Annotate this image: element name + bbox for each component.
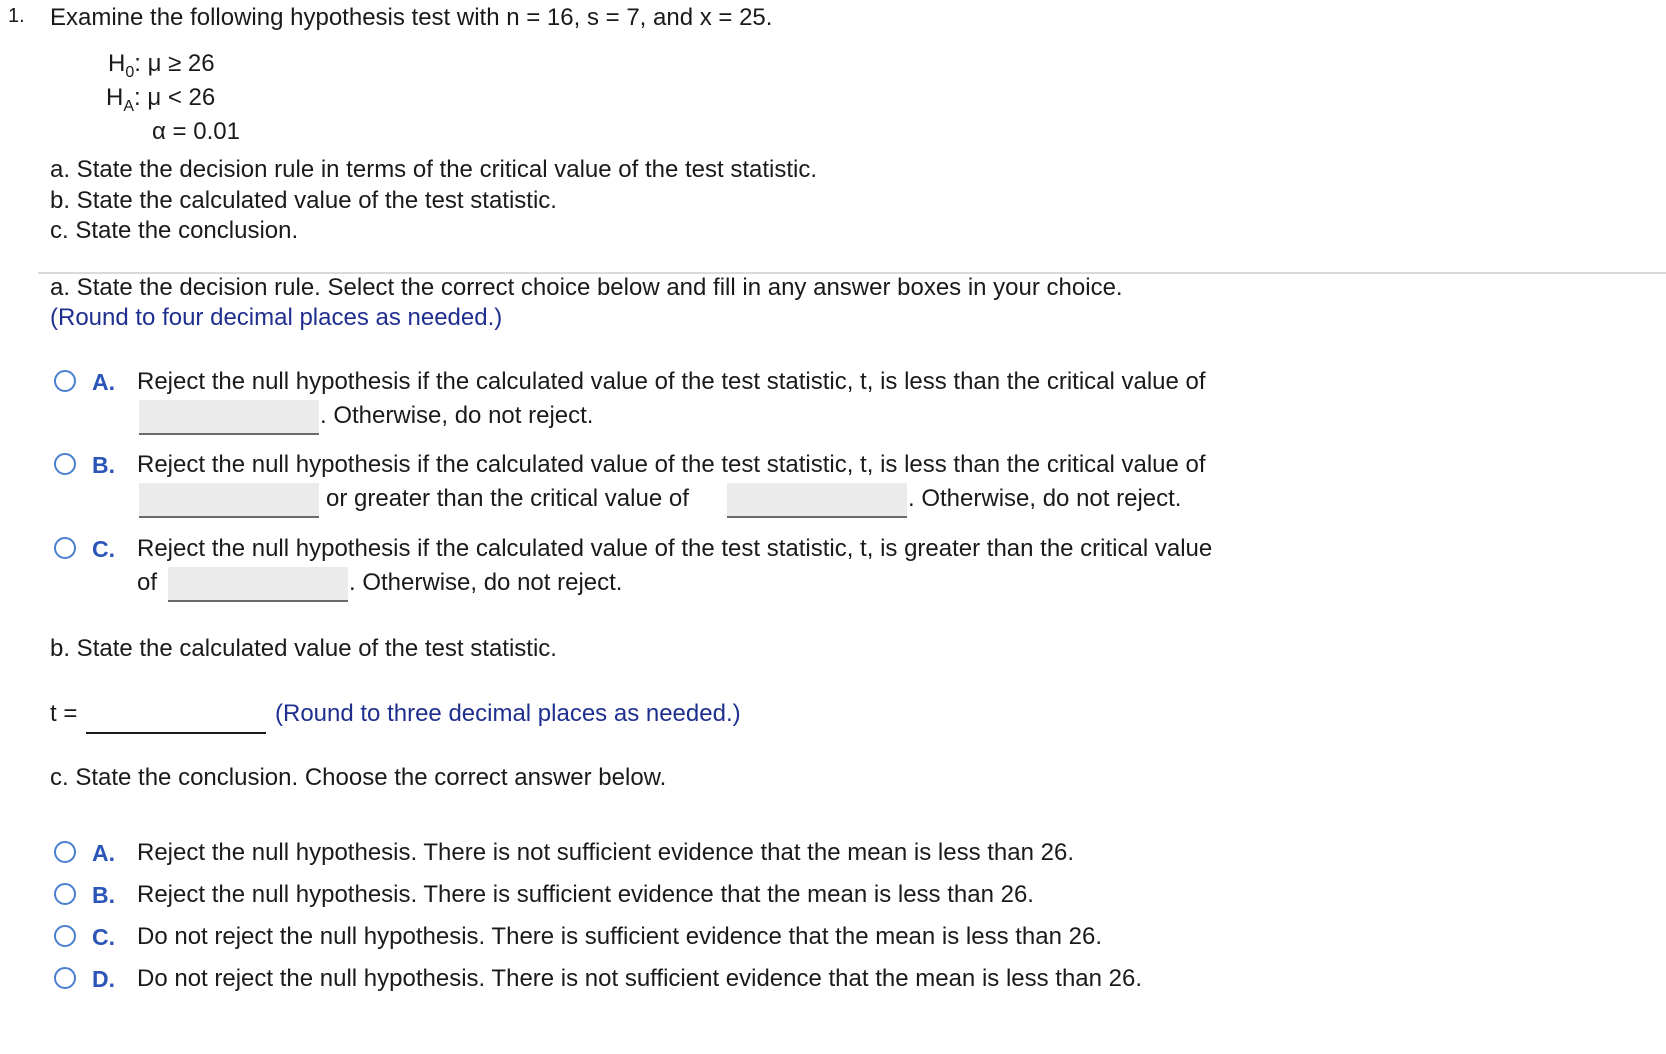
part-a-option-b-radio[interactable]: [54, 453, 76, 475]
task-b: b. State the calculated value of the test statistic.: [50, 187, 557, 214]
part-c-instruction: c. State the conclusion. Choose the correct answer below.: [50, 764, 667, 791]
t-statistic-label: t =: [50, 700, 78, 727]
part-b-rounding-hint: (Round to three decimal places as needed.): [275, 700, 741, 727]
part-b-instruction: b. State the calculated value of the test statistic.: [50, 635, 557, 662]
alternative-hypothesis: [106, 84, 216, 115]
null-hypothesis-symbol: H: [108, 50, 126, 77]
part-c-option-a-radio[interactable]: [54, 841, 76, 863]
alternative-hypothesis-symbol: H: [106, 84, 124, 111]
part-a-option-a-critical-value-input[interactable]: [139, 400, 319, 435]
alternative-hypothesis-subscript: A: [123, 98, 135, 115]
part-a-option-a-suffix: . Otherwise, do not reject.: [320, 402, 594, 429]
alternative-hypothesis-statement: : μ < 26: [134, 84, 216, 111]
part-a-option-b-text: Reject the null hypothesis if the calculated value of the test statistic, t, is less than the critical value of: [137, 451, 1206, 478]
part-a-option-c-suffix: . Otherwise, do not reject.: [349, 569, 623, 596]
part-a-option-b-upper-critical-input[interactable]: [727, 483, 907, 518]
part-c-option-c-letter: C.: [92, 924, 115, 950]
part-a-rounding-hint: (Round to four decimal places as needed.): [50, 304, 503, 331]
t-statistic-input[interactable]: [86, 702, 266, 734]
part-c-option-d-text: Do not reject the null hypothesis. There is not sufficient evidence that the mean is less than 26.: [137, 965, 1143, 992]
part-a-option-b-middle-text: or greater than the critical value of: [326, 485, 689, 512]
part-a-option-b-suffix: . Otherwise, do not reject.: [908, 485, 1182, 512]
part-c-option-a-text: Reject the null hypothesis. There is not sufficient evidence that the mean is less than 26.: [137, 839, 1074, 866]
significance-level: α = 0.01: [152, 118, 240, 145]
part-c-option-d-radio[interactable]: [54, 967, 76, 989]
part-c-option-a-letter: A.: [92, 840, 115, 866]
part-a-option-a-text: Reject the null hypothesis if the calculated value of the test statistic, t, is less than the critical value of: [137, 368, 1206, 395]
part-c-option-b-letter: B.: [92, 882, 115, 908]
part-a-option-c-letter: C.: [92, 536, 115, 562]
part-c-option-d-letter: D.: [92, 966, 115, 992]
part-c-option-b-text: Reject the null hypothesis. There is sufficient evidence that the mean is less than 26.: [137, 881, 1034, 908]
part-a-option-c-text: Reject the null hypothesis if the calculated value of the test statistic, t, is greater than the critical value: [137, 535, 1213, 562]
part-a-option-a-letter: A.: [92, 369, 115, 395]
part-a-option-b-letter: B.: [92, 452, 115, 478]
question-number: 1.: [8, 5, 25, 27]
part-c-option-b-radio[interactable]: [54, 883, 76, 905]
part-c-option-c-radio[interactable]: [54, 925, 76, 947]
null-hypothesis-subscript: 0: [125, 64, 135, 81]
part-a-option-c-critical-value-input[interactable]: [168, 567, 348, 602]
task-c: c. State the conclusion.: [50, 217, 299, 244]
question-prompt: Examine the following hypothesis test with n = 16, s = 7, and x = 25.: [50, 4, 773, 31]
null-hypothesis: [108, 50, 215, 81]
part-a-option-b-lower-critical-input[interactable]: [139, 483, 319, 518]
task-a: a. State the decision rule in terms of the critical value of the test statistic.: [50, 156, 818, 183]
part-c-option-c-text: Do not reject the null hypothesis. There is sufficient evidence that the mean is less than 26.: [137, 923, 1103, 950]
part-a-option-c-radio[interactable]: [54, 537, 76, 559]
part-a-instruction: a. State the decision rule. Select the correct choice below and fill in any answer boxes in your choice.: [50, 274, 1123, 301]
part-a-option-a-radio[interactable]: [54, 370, 76, 392]
part-a-option-c-prefix: of: [137, 569, 158, 596]
null-hypothesis-statement: : μ ≥ 26: [134, 50, 215, 77]
